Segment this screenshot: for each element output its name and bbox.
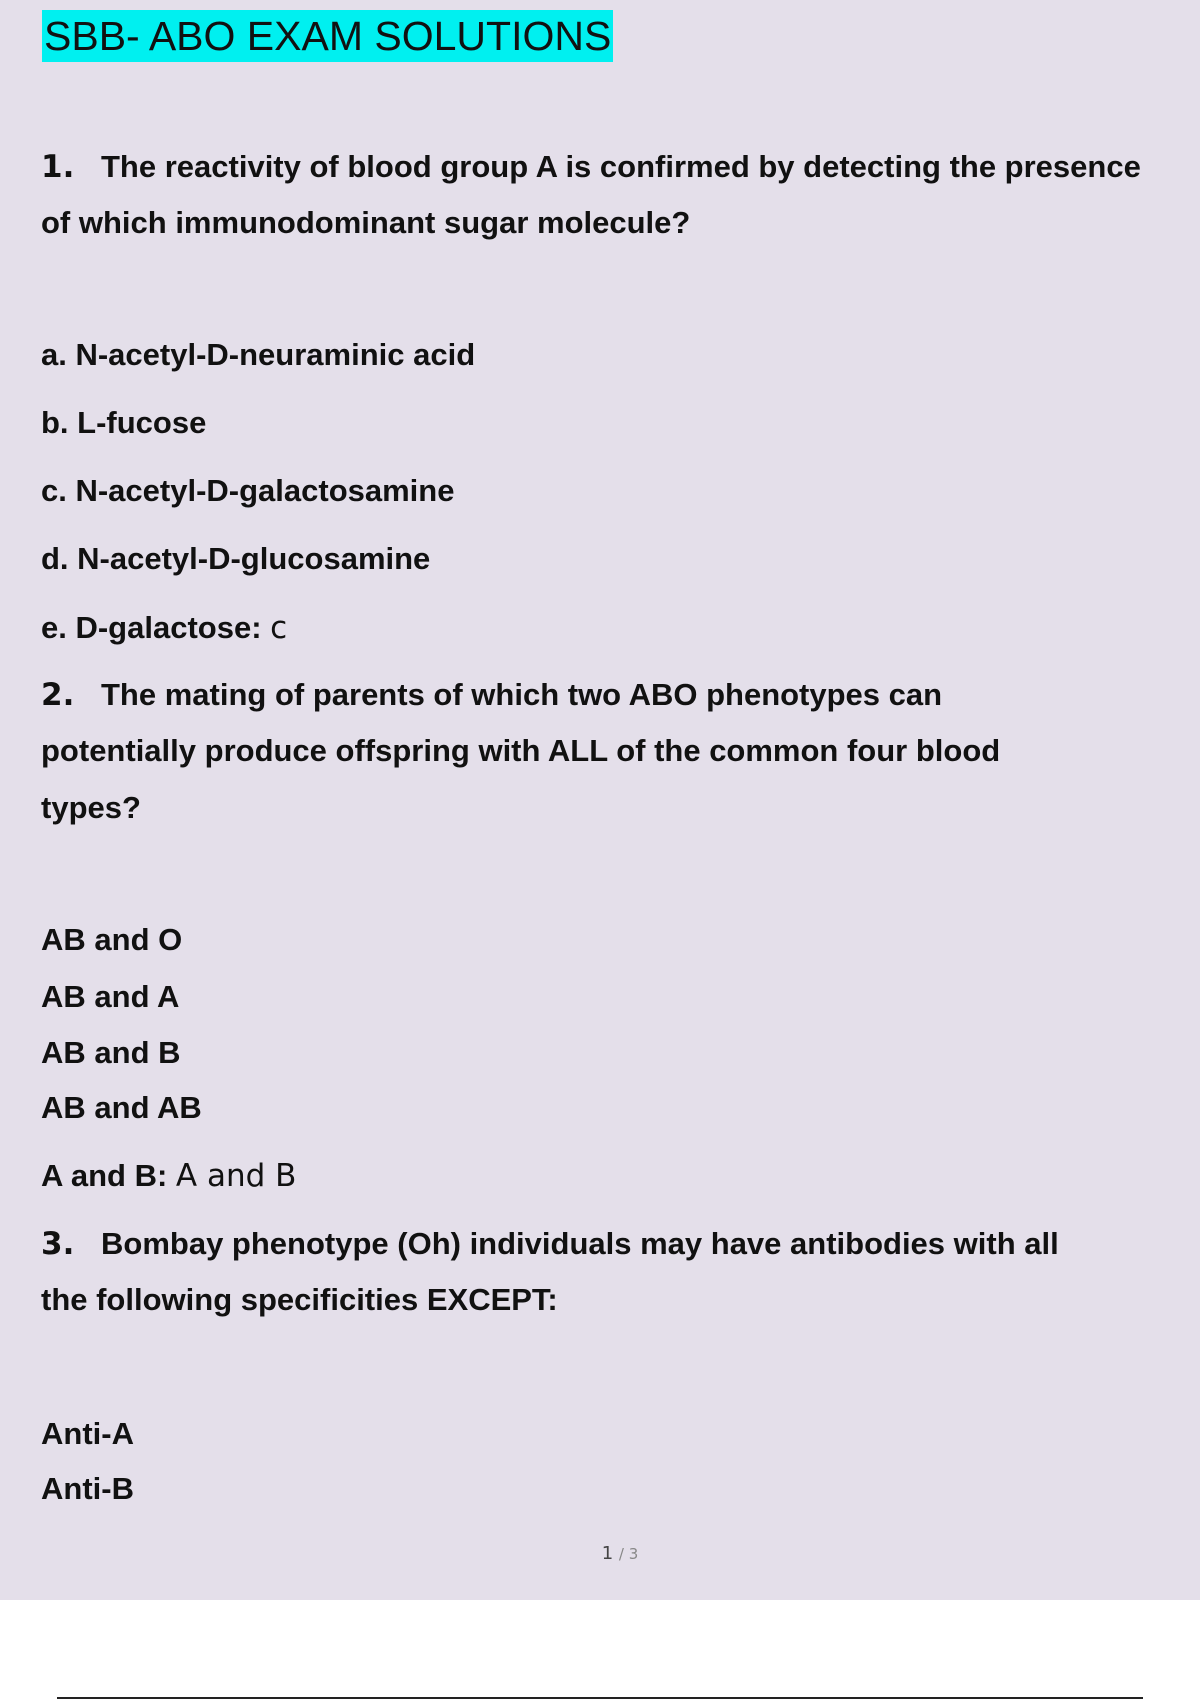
page-indicator: [0, 1543, 1200, 1564]
answer-option-label: A and B:: [41, 1158, 168, 1193]
question-1-line-1: [41, 139, 1191, 195]
page-current: 1: [601, 1543, 614, 1564]
page-total: / 3: [618, 1545, 639, 1563]
correct-answer: A and B: [175, 1158, 297, 1194]
question-text: Bombay phenotype (Oh) individuals may have antibodies with all: [101, 1226, 1059, 1261]
question-2-line-3: types?: [41, 790, 141, 825]
answer-option-with-answer: [41, 608, 287, 648]
answer-option: AB and O: [41, 922, 183, 957]
answer-option: a. N-acetyl-D-neuraminic acid: [41, 337, 476, 372]
answer-option: AB and A: [41, 979, 180, 1014]
answer-option-label: e. D-galactose:: [41, 610, 262, 645]
answer-option: Anti-B: [41, 1471, 134, 1506]
answer-option: c. N-acetyl-D-galactosamine: [41, 473, 455, 508]
question-2-line-1: [41, 667, 1191, 723]
question-text: The reactivity of blood group A is confirmed by detecting the presence: [101, 149, 1141, 184]
question-number: 3.: [41, 1226, 75, 1262]
page-divider: [57, 1697, 1143, 1699]
question-3-line-2: the following specificities EXCEPT:: [41, 1282, 558, 1317]
question-1-line-2: of which immunodominant sugar molecule?: [41, 205, 691, 240]
question-number: 1.: [41, 149, 75, 185]
answer-option: AB and AB: [41, 1090, 202, 1125]
question-2-line-2: potentially produce offspring with ALL of the common four blood: [41, 733, 1001, 768]
answer-option: b. L-fucose: [41, 405, 207, 440]
answer-option: Anti-A: [41, 1416, 134, 1451]
correct-answer: c: [270, 610, 288, 646]
question-text: The mating of parents of which two ABO phenotypes can: [101, 677, 943, 712]
answer-option: AB and B: [41, 1035, 181, 1070]
answer-option: d. N-acetyl-D-glucosamine: [41, 541, 431, 576]
question-3-line-1: [41, 1216, 1191, 1272]
answer-option-with-answer: [41, 1156, 296, 1196]
document-title: SBB- ABO EXAM SOLUTIONS: [42, 10, 613, 62]
question-number: 2.: [41, 677, 75, 713]
